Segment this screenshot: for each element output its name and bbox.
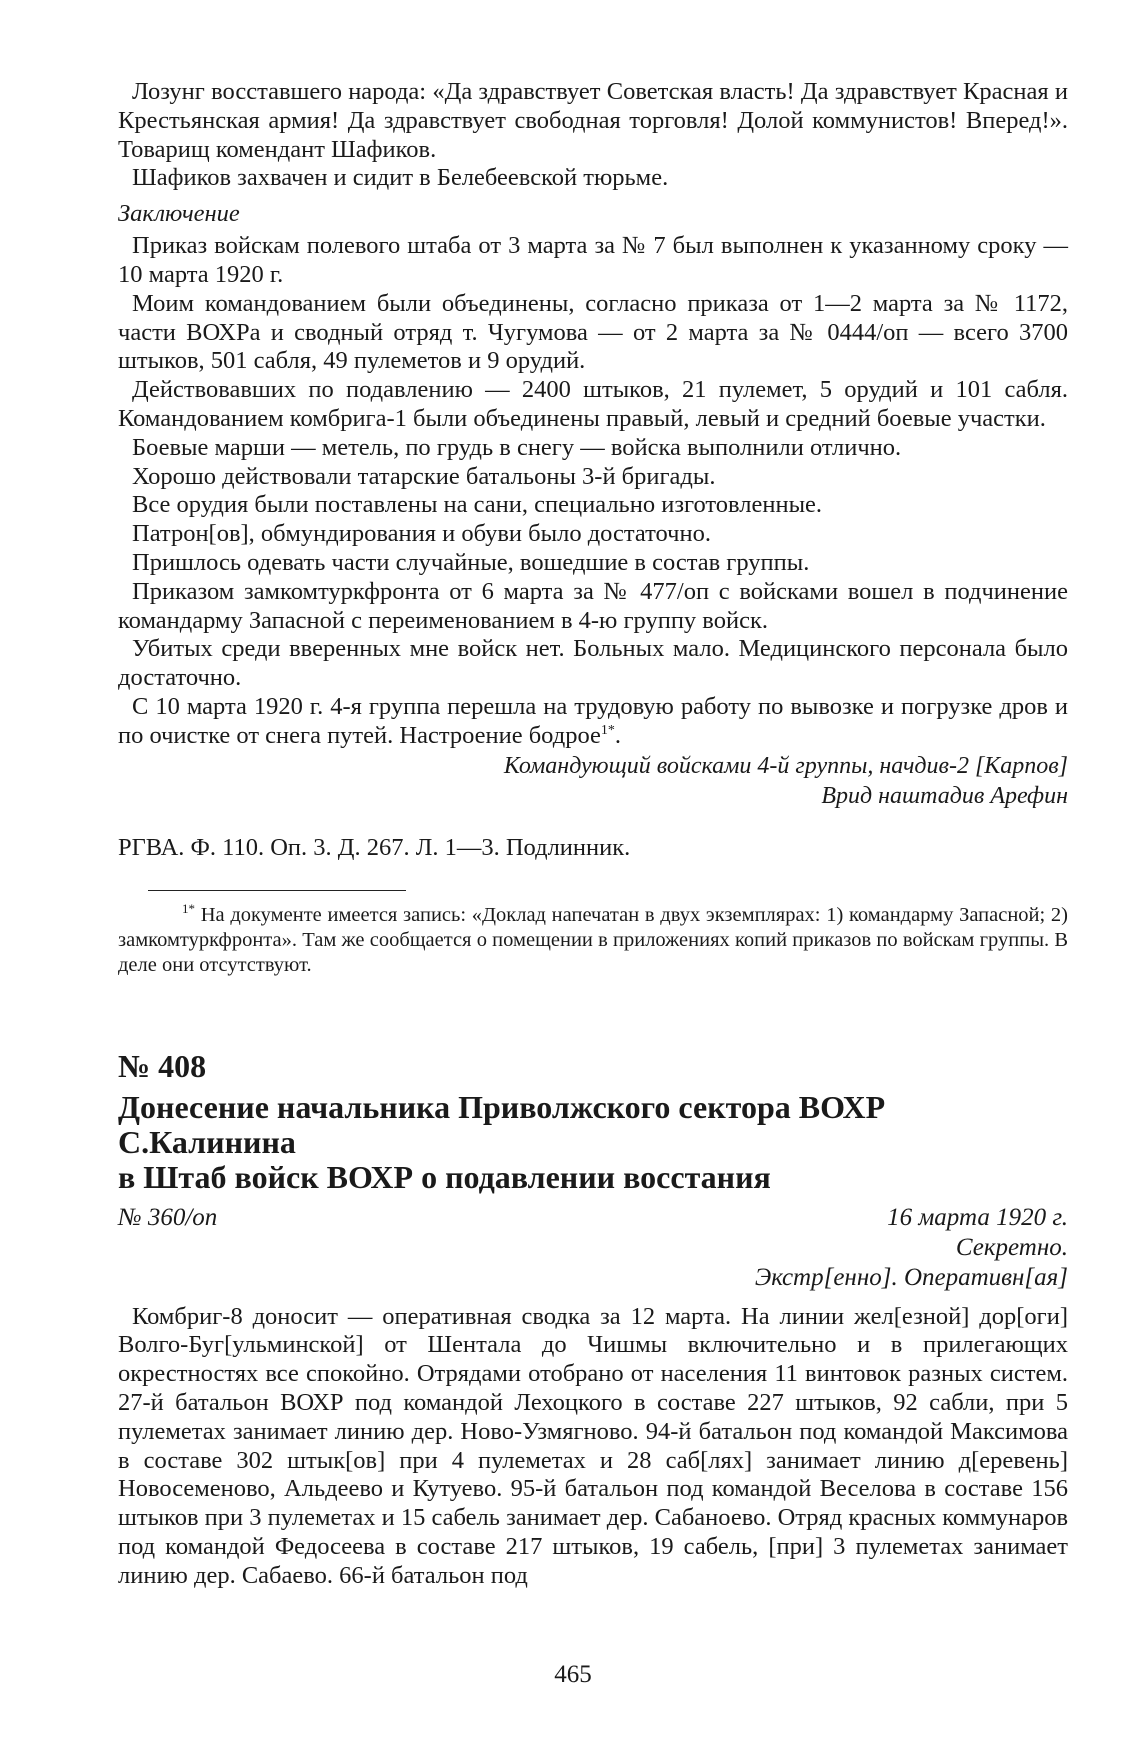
conclusion-heading: Заключение [118,200,240,228]
footnote [118,900,1069,978]
document-date: 16 марта 1920 г. [887,1203,1068,1231]
paragraph-slogan: Лозунг восставшего народа: «Да здравствует Советская власть! Да здравствует Красная и Крестьянская армия! Да здравствует свободная торговля! Долой коммунистов! Вперед!». Товарищ комендант Шафиков. [118,78,1068,163]
last-paragraph-text: С 10 марта 1920 г. 4-я группа перешла на трудовую работу по вывозке и погрузке дров и по очистке от снега путей. Настроение бодрое [118,692,1068,749]
document-title-line2: в Штаб войск ВОХР о подавлении восстания [118,1158,771,1195]
conclusion-paragraph: Все орудия были поставлены на сани, специально изготовленные. [132,491,823,519]
conclusion-paragraph: Пришлось одевать части случайные, вошедшие в состав группы. [132,548,810,576]
paragraph-shafikov: Шафиков захвачен и сидит в Белебеевской тюрьме. [132,164,669,192]
signature-chief-of-staff: Врид наштадив Арефин [821,782,1068,809]
conclusion-paragraph: Моим командованием были объединены, согласно приказа от 1—2 марта за № 1172, части ВОХРа и сводный отряд т. Чугумова — от 2 марта за № 0444/оп — всего 3700 штыков, 501 сабля, 49 пулеметов и 9 орудий. [118,289,1068,375]
registration-line [118,1203,1068,1233]
page-number: 465 [554,1661,592,1688]
archive-reference: РГВА. Ф. 110. Оп. 3. Д. 267. Л. 1—3. Подлинник. [118,833,631,861]
secrecy-stamp: Секретно. [955,1233,1068,1261]
conclusion-paragraph: Убитых среди вверенных мне войск нет. Больных мало. Медицинского персонала было достаточно. [118,635,1068,692]
signature-commander: Командующий войсками 4-й группы, начдив-2 [Карпов] [503,752,1068,779]
document-title-line1: Донесение начальника Приволжского сектора ВОХР С.Калинина [118,1088,886,1160]
conclusion-paragraph: Приказ войскам полевого штаба от 3 марта за № 7 был выполнен к указанному сроку — 10 марта 1920 г. [118,232,1068,288]
conclusion-paragraph: Хорошо действовали татарские батальоны 3-й бригады. [132,462,716,490]
conclusion-paragraph: Боевые марши — метель, по грудь в снегу — войска выполнили отлично. [132,433,902,461]
conclusion-paragraph: Патрон[ов], обмундирования и обуви было достаточно. [132,520,711,548]
conclusion-paragraph: Приказом замкомтуркфронта от 6 марта за № 477/оп с войсками вошел в подчинение командарму Запасной с переименованием в 4-ю группу войск. [118,577,1068,634]
footnote-text: На документе имеется запись: «Доклад напечатан в двух экземплярах: 1) командарму Запасной; 2) замкомтуркфронта». Там же сообщается о помещении в приложениях копий приказов по войскам группы. В деле они отсутствуют. [118,903,1069,976]
footnote-divider [148,890,406,891]
footnote-reference: 1* [600,722,615,738]
last-paragraph [118,693,1068,751]
last-paragraph-end: . [614,721,621,749]
report-body: Комбриг-8 доносит — оперативная сводка за 12 марта. На линии жел[езной] дор[оги] Волго-Буг[ульминской] от Шентала до Чишмы включительно и в прилегающих окрестностях все спокойно. Отрядами отобрано от населения 11 винтовок разных систем. 27-й батальон ВОХР под командой Лехоцкого в составе 227 штыков, 92 сабли, при 5 пулеметах занимает линию дер. Ново-Узмягново. 94-й батальон под командой Максимова в составе 302 штык[ов] при 4 пулеметах и 28 саб[лях] занимает линию д[еревень] Новосеменово, Альдеево и Кутуево. 95-й батальон под командой Веселова в составе 156 штыков при 3 пулеметах и 15 сабель занимает дер. Сабаноево. Отряд красных коммунаров под командой Федосеева в составе 217 штыков, 19 сабель, [при] 3 пулеметах занимает линию дер. Сабаево. 66-й батальон под [118,1302,1069,1589]
footnote-mark: 1* [182,900,195,916]
conclusion-paragraph: Действовавших по подавлению — 2400 штыков, 21 пулемет, 5 орудий и 101 сабля. Командованием комбрига-1 были объединены правый, левый и средний боевые участки. [118,376,1068,432]
urgency-stamp: Экстр[енно]. Оперативн[ая] [754,1263,1068,1291]
document-title [118,1090,1068,1195]
document-number: № 408 [118,1047,207,1084]
document-page [118,78,1068,1591]
registration-number: № 360/оп [118,1203,218,1231]
